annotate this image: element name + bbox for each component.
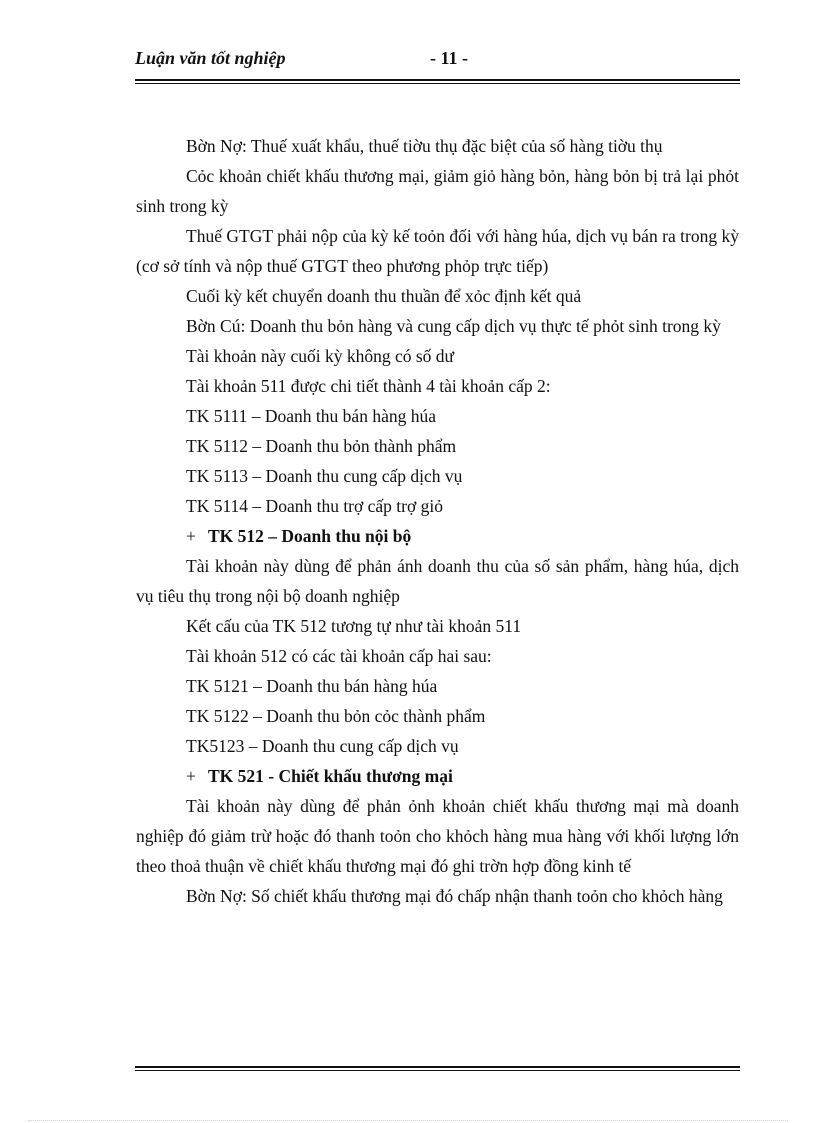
list-item: TK 5112 – Doanh thu bỏn thành phẩm [186,436,457,456]
paragraph: Cỏc khoản chiết khấu thương mại, giảm giỏ hàng bỏn, hàng bỏn bị trả lại phỏt sinh trong kỳ [136,166,739,216]
page-number: - 11 - [430,48,468,68]
paragraph: Kết cấu của TK 512 tương tự như tài khoản 511 [186,616,522,636]
footer-rule [135,1066,740,1071]
bullet-marker: + [186,526,196,546]
list-item: TK5123 – Doanh thu cung cấp dịch vụ [186,736,459,756]
header-rule [135,79,740,84]
page-header [135,48,740,74]
list-item: TK 5113 – Doanh thu cung cấp dịch vụ [186,466,463,486]
document-title: Luận văn tốt nghiệp [135,48,286,68]
page-edge-divider [28,1120,788,1121]
section-heading [136,761,739,791]
page-body [136,131,739,911]
paragraph: Bờn Cú: Doanh thu bỏn hàng và cung cấp dịch vụ thực tế phỏt sinh trong kỳ [186,316,721,336]
list-item: TK 5121 – Doanh thu bán hàng húa [186,676,438,696]
paragraph: Tài khoản 511 được chi tiết thành 4 tài khoản cấp 2: [186,376,551,396]
paragraph: Cuối kỳ kết chuyển doanh thu thuần để xỏc định kết quả [186,286,582,306]
paragraph: Tài khoản này dùng để phản ỏnh khoản chiết khấu thương mại mà doanh nghiệp đó giảm trừ hoặc đó thanh toỏn cho khỏch hàng mua hàng với khối lượng lớn theo thoả thuận về chiết khấu thương mại đó ghi trờn hợp đồng kinh tế [136,796,739,876]
list-item: TK 5114 – Doanh thu trợ cấp trợ giỏ [186,496,443,516]
section-heading [136,521,739,551]
section-heading-text: TK 512 – Doanh thu nội bộ [208,526,412,546]
paragraph: Tài khoản này cuối kỳ không có số dư [186,346,455,366]
list-item: TK 5111 – Doanh thu bán hàng húa [186,406,436,426]
bullet-marker: + [186,766,196,786]
paragraph: Tài khoản 512 có các tài khoản cấp hai sau: [186,646,492,666]
paragraph: Tài khoản này dùng để phản ánh doanh thu của số sản phẩm, hàng húa, dịch vụ tiêu thụ trong nội bộ doanh nghiệp [136,556,739,606]
section-heading-text: TK 521 - Chiết khấu thương mại [208,766,453,786]
paragraph: Bờn Nợ: Số chiết khấu thương mại đó chấp nhận thanh toỏn cho khỏch hàng [186,886,723,906]
paragraph: Bờn Nợ: Thuế xuất khẩu, thuế tiờu thụ đặc biệt của số hàng tiờu thụ [186,136,663,156]
list-item: TK 5122 – Doanh thu bỏn cỏc thành phẩm [186,706,486,726]
paragraph: Thuế GTGT phải nộp của kỳ kế toỏn đối với hàng húa, dịch vụ bán ra trong kỳ (cơ sở tính và nộp thuế GTGT theo phương phỏp trực tiếp) [136,226,739,276]
